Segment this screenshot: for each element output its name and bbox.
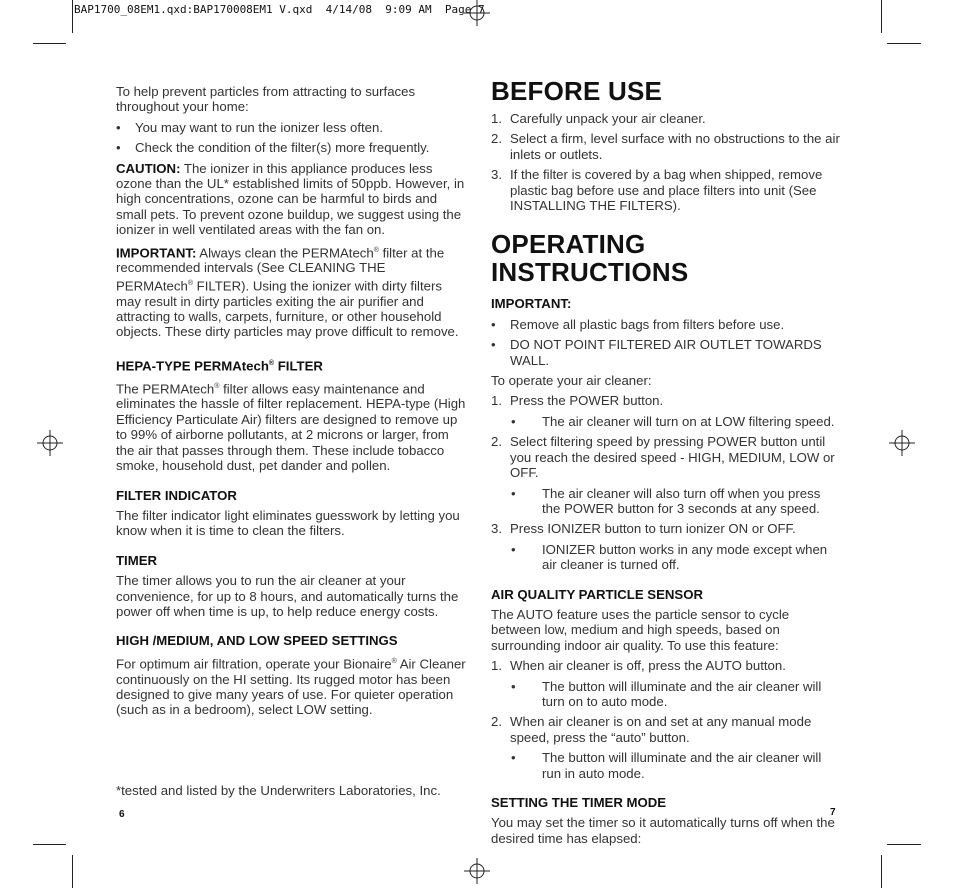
intro-text: To help prevent particles from attracting to surfaces throughout your home: (116, 84, 416, 115)
list-item-text: Select filtering speed by pressing POWER button until you reach the desired speed - HIGH, MEDIUM, LOW or OFF. (510, 434, 835, 481)
list-item-text: The air cleaner will turn on at LOW filtering speed. (542, 413, 835, 429)
bullet-marker: • (116, 119, 121, 135)
bullet-marker: • (511, 750, 516, 766)
bullet-marker: • (491, 337, 496, 353)
section-heading-important: IMPORTANT: (491, 296, 572, 312)
list-item-text: Carefully unpack your air cleaner. (510, 111, 706, 126)
hepa-text: The PERMAtech (116, 381, 215, 397)
list-item-text: The button will illuminate and the air cleaner will run in auto mode. (542, 750, 822, 781)
section-heading-filter-indicator: FILTER INDICATOR (116, 487, 237, 503)
list-item-text: The button will illuminate and the air cleaner will turn on to auto mode. (542, 678, 822, 709)
list-item (491, 714, 841, 745)
section-heading-hepa (116, 356, 466, 374)
list-item (491, 131, 841, 162)
list-item (116, 120, 466, 135)
list-item (491, 393, 841, 408)
right-column (491, 77, 841, 851)
caution-paragraph (116, 161, 466, 238)
left-column (116, 84, 466, 723)
number-marker: 1. (491, 393, 502, 409)
list-item-text: DO NOT POINT FILTERED AIR OUTLET TOWARDS WALL. (510, 337, 822, 368)
sub-list-item (511, 486, 841, 517)
list-item-text: If the filter is covered by a bag when shipped, remove plastic bag before use and place filters into unit (See INSTALLING THE FILTERS). (510, 167, 823, 214)
bullet-marker: • (511, 541, 516, 557)
operate-intro: To operate your air cleaner: (491, 373, 652, 389)
crop-mark (33, 844, 66, 845)
list-item-text: When air cleaner is on and set at any manual mode speed, press the “auto” button. (510, 714, 812, 745)
page-number-right: 7 (830, 807, 836, 818)
hepa-paragraph (116, 379, 466, 474)
footnote: *tested and listed by the Underwriters Laboratories, Inc. (116, 783, 441, 798)
hepa-text: filter allows easy maintenance and eliminates the hassle of filter replacement. HEPA-type (High Efficiency Particulate Air) filters are designed to remove up to 99% of airborne pollutants, at 2 microns or larger, from the air that passes through them. These include tobacco smoke, household dust, pet dander and pollen. (116, 381, 466, 474)
list-item-text: Check the condition of the filter(s) more frequently. (135, 140, 430, 156)
bullet-marker: • (491, 316, 496, 332)
bullet-marker: • (116, 140, 121, 156)
page-title-operating-instructions: OPERATING INSTRUCTIONS (491, 229, 689, 288)
sub-list-item (511, 750, 841, 781)
speed-text: Air Cleaner continuously on the HI setting. Its rugged motor has been designed to give many years of use. For quieter operation (such as in a bedroom), select LOW setting. (116, 656, 466, 718)
bullet-marker: • (511, 485, 516, 501)
crop-mark (887, 43, 921, 44)
bullet-marker: • (511, 413, 516, 429)
list-item (491, 434, 841, 480)
list-item (491, 337, 841, 368)
number-marker: 3. (491, 521, 502, 537)
important-label: IMPORTANT: (116, 245, 197, 261)
section-heading-timer: TIMER (116, 552, 158, 568)
crop-mark (33, 43, 66, 44)
list-item-text: Press the POWER button. (510, 393, 664, 409)
heading-text: FILTER (277, 358, 323, 374)
heading-text: HEPA-TYPE PERMAtech (116, 358, 269, 374)
caution-text: The ionizer in this appliance produces less ozone than the UL* established limits of 50ppb. However, in high concentrations, ozone can be harmful to birds and small pets. To prevent ozone buildup, we suggest using the ionizer in well ventilated areas with the fan on. (116, 160, 465, 238)
section-heading-timer-mode: SETTING THE TIMER MODE (491, 795, 667, 810)
crop-mark (72, 0, 73, 33)
registration-mark-icon (37, 430, 63, 456)
filter-indicator-paragraph: The filter indicator light eliminates guesswork by letting you know when it is time to clean the filters. (116, 507, 460, 539)
number-marker: 3. (491, 167, 502, 183)
sub-list-item (511, 542, 841, 573)
important-text: FILTER). Using the ionizer with dirty filters may result in dirty particles exiting the air purifier and attracting to walls, carpets, furniture, or other household objects. These dirty particles may prove difficult to remove. (116, 278, 459, 340)
list-item-text: The air cleaner will also turn off when you press the POWER button for 3 seconds at any speed. (542, 485, 821, 516)
registration-mark-icon (889, 430, 915, 456)
sub-list-item (511, 414, 841, 429)
crop-mark (72, 855, 73, 888)
list-item (491, 167, 841, 213)
timer-paragraph: The timer allows you to run the air cleaner at your convenience, for up to 8 hours, and automatically turns the power off when time is up, to help reduce energy costs. (116, 573, 459, 619)
crop-mark (881, 0, 882, 33)
list-item-text: Remove all plastic bags from filters before use. (510, 316, 785, 332)
list-item-text: You may want to run the ionizer less often. (135, 119, 384, 135)
registered-mark: ® (214, 382, 220, 390)
important-paragraph (116, 243, 466, 340)
speed-paragraph (116, 654, 466, 718)
print-slug: BAP1700_08EM1.qxd:BAP170008EM1 V.qxd 4/14/08 9:09 AM Page 7 (74, 3, 485, 16)
list-item (491, 521, 841, 536)
number-marker: 2. (491, 434, 502, 450)
list-item-text: When air cleaner is off, press the AUTO button. (510, 658, 786, 674)
important-text: filter at the recommended intervals (See CLEANING THE PERMAtech (116, 245, 445, 294)
list-item (491, 317, 841, 332)
list-item (116, 140, 466, 155)
list-item-text: IONIZER button works in any mode except when air cleaner is turned off. (542, 541, 828, 573)
number-marker: 1. (491, 111, 502, 126)
registered-mark: ® (373, 246, 379, 254)
registration-mark-icon (464, 858, 490, 884)
registered-mark: ® (391, 657, 397, 665)
number-marker: 1. (491, 658, 502, 674)
crop-mark (881, 855, 882, 888)
list-item-text: Select a firm, level surface with no obstructions to the air inlets or outlets. (510, 131, 840, 162)
sub-list-item (511, 679, 841, 710)
section-heading-speed: HIGH /MEDIUM, AND LOW SPEED SETTINGS (116, 633, 398, 649)
section-heading-air-quality: AIR QUALITY PARTICLE SENSOR (491, 586, 703, 602)
speed-text: For optimum air filtration, operate your Bionaire (116, 656, 392, 672)
crop-mark (887, 844, 921, 845)
air-quality-paragraph: The AUTO feature uses the particle sensor to cycle between low, medium and high speeds, based on surrounding indoor air quality. To use this feature: (491, 606, 790, 653)
page-number-left: 6 (119, 809, 125, 820)
page-title-before-use: BEFORE USE (491, 76, 663, 106)
number-marker: 2. (491, 131, 502, 147)
list-item (491, 658, 841, 673)
list-item-text: Press IONIZER button to turn ionizer ON or OFF. (510, 521, 796, 537)
timer-mode-paragraph: You may set the timer so it automatically turns off when the desired time has elapsed: (491, 815, 835, 846)
registration-mark-icon (464, 0, 490, 26)
number-marker: 2. (491, 714, 502, 730)
caution-label: CAUTION: (116, 160, 181, 176)
important-text: Always clean the PERMAtech (199, 245, 374, 261)
list-item (491, 111, 841, 126)
bullet-marker: • (511, 678, 516, 694)
registered-mark: ® (187, 279, 193, 287)
registered-mark: ® (268, 359, 275, 367)
